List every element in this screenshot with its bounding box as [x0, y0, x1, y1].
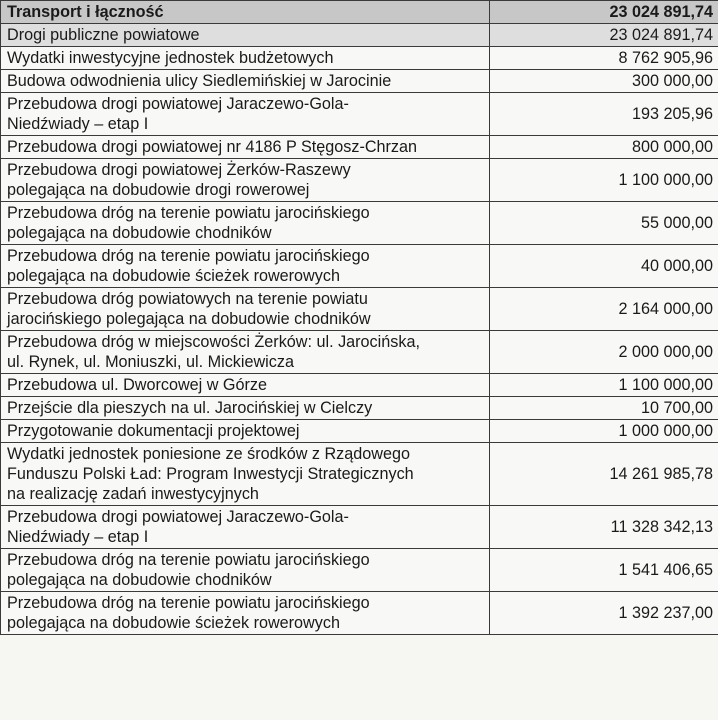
row-description [1, 443, 490, 506]
row-description [1, 245, 490, 288]
row-description-line: Funduszu Polski Ład: Program Inwestycji Strategicznych [7, 465, 414, 483]
table-row [1, 159, 718, 202]
table-row [1, 136, 718, 159]
row-description [1, 93, 490, 136]
row-description [1, 331, 490, 374]
row-description [1, 136, 490, 159]
row-amount: 40 000,00 [490, 245, 718, 288]
table-row [1, 245, 718, 288]
subsection-header-row [1, 24, 718, 47]
budget-table-body [1, 1, 718, 635]
row-amount: 8 762 905,96 [490, 47, 718, 70]
row-description-line: Przebudowa drogi powiatowej Jaraczewo-Gola- [7, 95, 349, 113]
row-amount: 11 328 342,13 [490, 506, 718, 549]
table-row [1, 592, 718, 635]
row-description-line: Przebudowa dróg w miejscowości Żerków: ul. Jarocińska, [7, 333, 420, 351]
row-amount: 10 700,00 [490, 397, 718, 420]
row-description-line: Niedźwiady – etap I [7, 115, 149, 133]
row-description [1, 159, 490, 202]
row-description [1, 70, 490, 93]
row-description-line: Przebudowa drogi powiatowej Jaraczewo-Gola- [7, 508, 349, 526]
table-row [1, 506, 718, 549]
row-description-line: polegająca na dobudowie ścieżek rowerowych [7, 614, 340, 632]
table-row [1, 420, 718, 443]
row-description [1, 374, 490, 397]
row-amount: 1 000 000,00 [490, 420, 718, 443]
row-description-line: Przebudowa dróg na terenie powiatu jarocińskiego [7, 247, 370, 265]
row-description-line: Przejście dla pieszych na ul. Jarocińskiej w Cielczy [7, 399, 373, 417]
row-description-line: Niedźwiady – etap I [7, 528, 149, 546]
row-description-line: Przebudowa dróg na terenie powiatu jarocińskiego [7, 594, 370, 612]
row-description-line: ul. Rynek, ul. Moniuszki, ul. Mickiewicza [7, 353, 294, 371]
subsection-total: 23 024 891,74 [490, 24, 718, 47]
table-row [1, 443, 718, 506]
row-description [1, 202, 490, 245]
row-amount: 1 100 000,00 [490, 159, 718, 202]
row-description [1, 592, 490, 635]
row-description-line: Przebudowa dróg na terenie powiatu jarocińskiego [7, 204, 370, 222]
row-description-line: polegająca na dobudowie ścieżek rowerowych [7, 267, 340, 285]
row-description-line: polegająca na dobudowie drogi rowerowej [7, 181, 310, 199]
row-description-line: Przebudowa dróg powiatowych na terenie powiatu [7, 290, 368, 308]
row-description [1, 549, 490, 592]
table-row [1, 549, 718, 592]
row-description-line: jarocińskiego polegająca na dobudowie chodników [7, 310, 371, 328]
row-amount: 14 261 985,78 [490, 443, 718, 506]
row-amount: 193 205,96 [490, 93, 718, 136]
table-row [1, 374, 718, 397]
row-description [1, 47, 490, 70]
row-amount: 2 000 000,00 [490, 331, 718, 374]
table-row [1, 397, 718, 420]
row-description [1, 506, 490, 549]
table-row [1, 93, 718, 136]
row-amount: 800 000,00 [490, 136, 718, 159]
row-description-line: Wydatki inwestycyjne jednostek budżetowych [7, 49, 334, 67]
table-row [1, 331, 718, 374]
row-description-line: Przebudowa drogi powiatowej nr 4186 P Stęgosz-Chrzan [7, 138, 418, 156]
row-amount: 1 392 237,00 [490, 592, 718, 635]
row-description-line: Przebudowa dróg na terenie powiatu jarocińskiego [7, 551, 370, 569]
table-row [1, 202, 718, 245]
row-description-line: Przygotowanie dokumentacji projektowej [7, 422, 300, 440]
row-amount: 1 100 000,00 [490, 374, 718, 397]
row-description-line: Przebudowa drogi powiatowej Żerków-Raszewy [7, 161, 351, 179]
table-row [1, 70, 718, 93]
section-header-row [1, 1, 718, 24]
row-amount: 300 000,00 [490, 70, 718, 93]
row-description [1, 420, 490, 443]
row-amount: 2 164 000,00 [490, 288, 718, 331]
row-description-line: na realizację zadań inwestycyjnych [7, 485, 259, 503]
table-row [1, 47, 718, 70]
row-amount: 55 000,00 [490, 202, 718, 245]
row-amount: 1 541 406,65 [490, 549, 718, 592]
row-description-line: polegająca na dobudowie chodników [7, 571, 272, 589]
subsection-title: Drogi publiczne powiatowe [1, 24, 490, 47]
table-row [1, 288, 718, 331]
row-description-line: Budowa odwodnienia ulicy Siedlemińskiej w Jarocinie [7, 72, 392, 90]
row-description-line: polegająca na dobudowie chodników [7, 224, 272, 242]
row-description-line: Wydatki jednostek poniesione ze środków z Rządowego [7, 445, 410, 463]
section-total: 23 024 891,74 [490, 1, 718, 24]
row-description-line: Przebudowa ul. Dworcowej w Górze [7, 376, 268, 394]
row-description [1, 288, 490, 331]
row-description [1, 397, 490, 420]
section-title: Transport i łączność [1, 1, 490, 24]
